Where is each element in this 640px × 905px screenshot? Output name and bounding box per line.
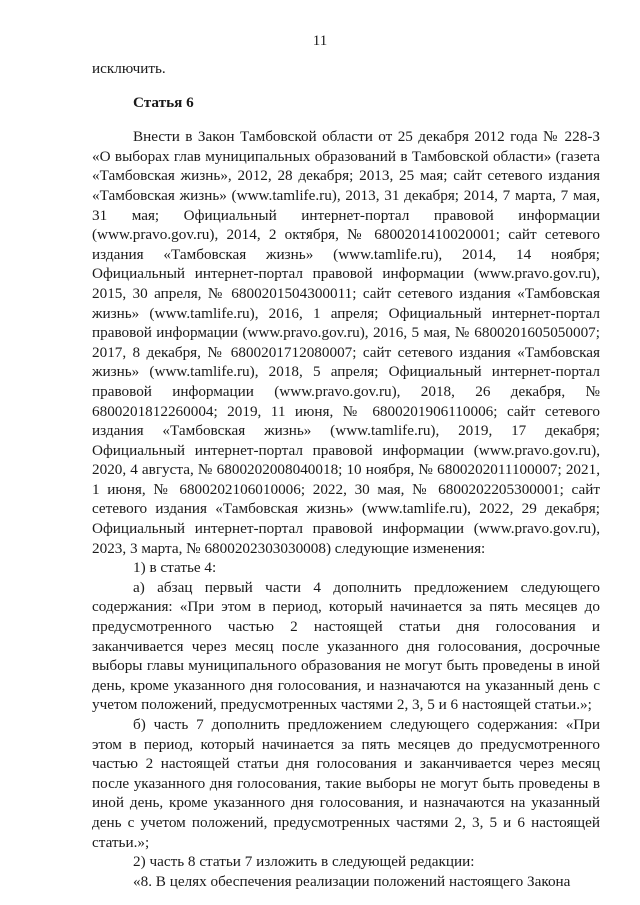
paragraph-quote-8: «8. В целях обеспечения реализации положений настоящего Закона [133, 872, 571, 890]
paragraph-item-1a: а) абзац первый части 4 дополнить предложением следующего содержания: «При этом в период, который начинается за пять месяцев до предусмотренного частью 2 настоящей статьи дня голосования и заканчивается через месяц после указанного дня голосования, досрочные выборы главы муниципального образования не могут быть проведены в иной день, кроме указанного дня голосования, и назначаются на указанный день с учетом положений, предусмотренных частями 2, 3, 5 и 6 настоящей статьи.»; [92, 578, 600, 714]
paragraph-intro: Внести в Закон Тамбовской области от 25 декабря 2012 года № 228-З «О выборах глав муниципальных образований в Тамбовской области» (газета «Тамбовская жизнь», 2012, 28 декабря; 2013, 25 мая; сайт сетевого издания «Тамбовская жизнь» (www.tamlife.ru), 2013, 31 декабря; 2014, 7 марта, 7 мая, 31 мая; Официальный интернет-портал правовой информации (www.pravo.gov.ru), 2014, 2 октября, № 6800201410020001; сайт сетевого издания «Тамбовская жизнь» (www.tamlife.ru), 2014, 14 ноября; Официальный интернет-портал правовой информации (www.pravo.gov.ru), 2015, 30 апреля, № 6800201504300011; сайт сетевого издания «Тамбовская жизнь» (www.tamlife.ru), 2016, 1 апреля; Официальный интернет-портал правовой информации (www.pravo.gov.ru), 2016, 5 мая, № 6800201605050007; 2017, 8 декабря, № 6800201712080007; сайт сетевого издания «Тамбовская жизнь» (www.tamlife.ru), 2018, 5 апреля; Официальный интернет-портал правовой информации (www.pravo.gov.ru), 2018, 26 декабря, № 6800201812260004; 2019, 11 июня, № 6800201906110006; сайт сетевого издания «Тамбовская жизнь» (www.tamlife.ru), 2019, 17 декабря; Официальный интернет-портал правовой информации (www.pravo.gov.ru), 2020, 4 августа, № 6800202008040018; 10 ноября, № 6800202011100007; 2021, 1 июня, № 6800202106010006; 2022, 30 мая, № 6800202205300001; сайт сетевого издания «Тамбовская жизнь» (www.tamlife.ru), 2022, 29 декабря; Официальный интернет-портал правовой информации (www.pravo.gov.ru), 2023, 3 марта, № 6800202303030008) следующие изменения: [92, 128, 600, 557]
article-title: Статья 6 [133, 93, 194, 111]
paragraph-item-1b: б) часть 7 дополнить предложением следующего содержания: «При этом в период, который начинается за пять месяцев до предусмотренного частью 2 настоящей статьи дня голосования и заканчивается через месяц после указанного дня голосования, такие выборы не могут быть проведены в иной день, кроме указанного дня голосования, и назначаются на указанный день с учетом положений, предусмотренных частями 2, 3, 5 и 6 настоящей статьи.»; [92, 716, 600, 851]
page-number: 11 [312, 33, 328, 49]
lead-text: исключить. [92, 60, 166, 77]
paragraph-item-2: 2) часть 8 статьи 7 изложить в следующей редакции: [133, 853, 475, 871]
paragraph-item-1: 1) в статье 4: [133, 559, 217, 577]
document-body [92, 59, 600, 891]
